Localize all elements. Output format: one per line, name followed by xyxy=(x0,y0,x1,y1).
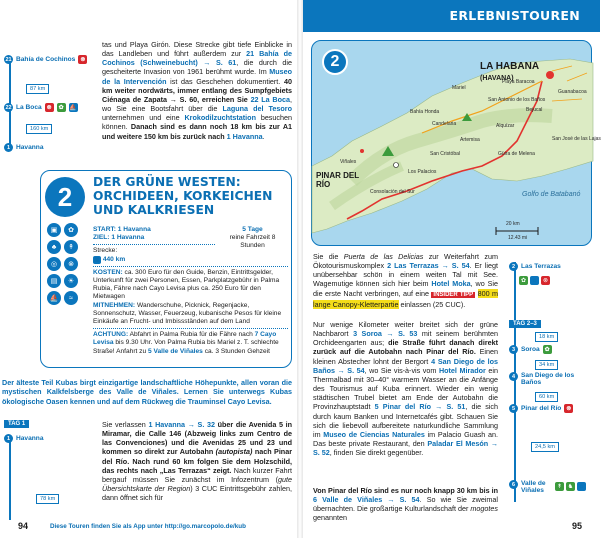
route-stop-havanna: 1 Havanna xyxy=(4,143,44,152)
route-stop-bahia: 21 Bahía de Cochinos ⊗ xyxy=(5,56,86,63)
tour-map[interactable] xyxy=(311,40,601,246)
left-page xyxy=(0,0,297,538)
tour-text-2: Sie verlassen 1 Havanna → S. 32 über die Avenida 5 in Miramar, die Calle 146 (Abzweig links zum Centro de las Convenciones) und die Avenidas 25 und 23 und kommen so direkt zur Autobahn (autopista) nach Pinar del Río. Nach rund 60 km folgen Sie dem Holzschild, das rechts nach „Las Terrazas“ zeigt. Nach kurzer Fahrt bergauf müssen Sie zunächst im Infozentrum (gute Übersichtskarte der Region) 3 CUC Eintrittsgebühr zahlen, dann öffnet sich für xyxy=(102,420,292,503)
horse-icon: ♞ xyxy=(567,484,574,490)
map-place: Güira de Melena xyxy=(498,151,535,157)
nature-icon: ✿ xyxy=(520,278,527,284)
map-place: Alquízar xyxy=(496,123,515,129)
map-place: Guanabacoa xyxy=(558,89,587,95)
tour-category-icons xyxy=(47,223,79,305)
bike-icon: ◎ xyxy=(47,257,61,271)
section-header: ERLEBNISTOUREN xyxy=(303,0,600,32)
map-graphic xyxy=(312,41,593,247)
tour-text-5: Von Pinar del Río sind es nur noch knapp 30 km bis in 6 Valle de Viñales → S. 54. So wie Sie zweimal übernachten. Die großartige Kulturlandschaft der mogotes genannten xyxy=(313,486,498,523)
stop-icons xyxy=(519,276,550,285)
tour-text-1: tas und Playa Girón. Diese Strecke gibt tiefe Einblicke in das Landleben und führt außerdem zur 21 Bahía de Cochinos (Schweinebucht) → S. 61, die durch die gescheiterte Invasion von 1961 berühmt wurde. Im Museo de la Intervención ist das Geschehen dokumentiert. 40 km weiter nordwärts, immer entlang des Sumpfgebiets Ciénaga de Zapata → S. 60, erreichen Sie 22 La Boca, wo Sie eine Bootsfahrt über die Laguna del Tesoro unternehmen und eine Krokodilzuchtstation besuchen können. Danach sind es dann noch 18 km bis zur A1 und weitere 150 km bis zurück nach 1 Havanna. xyxy=(102,40,293,141)
map-label-habana: LA HABANA (HAVANA) xyxy=(480,61,540,82)
hotel-icon: ⌂ xyxy=(530,276,539,285)
car-icon: ▣ xyxy=(94,256,100,263)
page-number: 95 xyxy=(571,521,582,531)
hiking-icon: ↟ xyxy=(64,240,78,254)
map-scale-mi: 12.43 mi xyxy=(508,235,528,241)
restaurant-icon: ⊗ xyxy=(542,278,549,284)
tour-intro: Der älteste Teil Kubas birgt einzigartige landschaftliche Höhepunkte, allen voran die mystischen Kalkfelsberge des Valle de Viñales. Lernen Sie unterwegs Kubas ökologische Oasen kennen und auf dem Rückweg die Trauminsel Cayo Levisa. xyxy=(2,378,292,406)
route-stop-laboca: 22 La Boca ⊗ ✿ ⛵ xyxy=(5,104,77,111)
beach-icon: ≈ xyxy=(64,291,78,305)
map-place: Bahía Honda xyxy=(410,109,440,115)
day-tag: TAG 2–3 xyxy=(509,320,541,328)
tour-text-4: Nur wenige Kilometer weiter breitet sich der grüne Nachbarort 3 Soroa → S. 53 mit seinem berühmten Orchideengarten aus; die Straße führt danach direkt zurück auf die Autobahn nach Pinar del Río. Einen kleinen Abstecher lohnt der Bergort 4 San Diego de los Baños → S. 54, wo Sie vis-à-vis vom Hotel Mirador ein Thermalbad mit 30–40° warmem Wasser an die Anfänge des Tourismus auf Kuba erinnert. Wieder ein wenig städtischen Trubel bietet am Ende der Autobahn die Provinzhauptstadt 5 Pinar del Río → S. 51, die sich durch kaum Banken und Internetcafés gibt. Schauen Sie sich die liebevoll aufbereitete naturkundliche Sammlung im Museo de Ciencias Naturales im Palacio Guash an. Das beste private Restaurant, den Paladar El Mesón → S. 52, finden Sie direkt gegenüber. xyxy=(313,320,499,458)
orchid-icon: ✿ xyxy=(544,347,550,353)
map-place: San José de las Lajas xyxy=(552,136,601,142)
tour-details: START: 1 Havanna ZIEL: 1 Havanna Strecke: ▣ 440 km KOSTEN: ca. 300 Euro für den Guide, Benzin, Eintrittsgelder, Unterkunft für zwei Personen, Essen, Parkplatzgebühr in Palma Rubia, Fähre nach Cayo Levisa plus ca. 250 Euro für den Mietwagen MITNEHMEN: Wanderschuhe, Picknick, Regenjacke, Sonnenschutz, Wasser, Feuerzeug, kubanische Pesos für kleine Einkäufe an Frucht- und Imbissständen auf dem Land ACHTUNG: Abfahrt in Palma Rubia für die Fähre nach 7 Cayo Levisa bis 9.30 Uhr. Von Palma Rubia bis Mariel z. T. schlechte Straße! Anfahrt zu 5 Valle de Viñales ca. 3 Stunden Gehzeit xyxy=(93,226,288,356)
stop-icons xyxy=(555,482,586,491)
right-page xyxy=(303,0,600,538)
map-place: Viñales xyxy=(340,159,357,165)
tour-number: 2 xyxy=(45,177,85,217)
distance-label: 87 km xyxy=(26,84,49,94)
ticket-icon: ▤ xyxy=(47,274,61,288)
map-label-golfo: Golfo de Batabanó xyxy=(522,191,581,198)
map-label-pinar: PINAR DEL RÍO xyxy=(316,171,359,189)
distance-label: 78 km xyxy=(36,494,59,504)
route-stop-pinar: 5 Pinar del Río ⊗ xyxy=(509,404,573,413)
map-place: Candelaria xyxy=(432,121,457,127)
map-place: Consolación del Sur xyxy=(370,189,415,195)
distance-label: 18 km xyxy=(535,332,558,342)
insider-tip-badge: INSIDER TIPP xyxy=(433,291,474,298)
tour-text-3: Sie die Puerta de las Delicias zur Weiterfahrt zum Ökotourismuskomplex 2 Las Terrazas → S. 54. Er liegt unübersehbar schön in einem weiten Tal mit See. Wagemutige können sich hier beim Hotel Moka, wo Sie die erste Nacht verbringen, auf eine INSIDER TIPP 800 m lange Canopy-Kletterpartie einlassen (25 CUC). xyxy=(313,252,498,309)
map-place: Artemisa xyxy=(460,137,480,143)
tour-title: DER GRÜNE WESTEN: ORCHIDEEN, KORKEICHEN UND KALKRIESEN xyxy=(93,175,273,217)
restaurant-icon: ⊗ xyxy=(566,406,572,412)
tree-icon: ♣ xyxy=(47,240,61,254)
route-stop-vinales: 6 Valle de Viñales xyxy=(509,480,559,494)
hiking-icon: ↟ xyxy=(556,484,563,490)
restaurant-icon: ⊗ xyxy=(46,105,52,111)
map-place: Bejucal xyxy=(526,107,543,113)
distance-label: 60 km xyxy=(535,392,558,402)
map-place: Playa Baracoa xyxy=(502,79,535,85)
car-icon: ▣ xyxy=(47,223,61,237)
route-line xyxy=(9,440,11,520)
food-icon: ⊗ xyxy=(64,257,78,271)
map-tour-number: 2 xyxy=(322,49,348,75)
map-place: San Cristóbal xyxy=(430,151,461,157)
hiking-icon: ✿ xyxy=(58,105,64,111)
restaurant-icon: ⊗ xyxy=(80,57,86,63)
boat-icon: ⛵ xyxy=(69,105,77,111)
nature-icon: ✿ xyxy=(64,223,78,237)
route-stop-soroa: 3 Soroa ✿ xyxy=(509,345,552,354)
route-line xyxy=(9,58,11,146)
map-place: San Antonio de los Baños xyxy=(488,97,546,103)
route-stop-havanna: 1 Havanna xyxy=(4,434,44,443)
hotel-icon: ⌂ xyxy=(577,482,586,491)
map-scale-km: 20 km xyxy=(506,221,520,227)
tour-duration: 5 Tage reine Fahrzeit 8 Stunden xyxy=(229,226,276,249)
sun-icon: ☀ xyxy=(64,274,78,288)
page-footer[interactable]: Diese Touren finden Sie als App unter http://go.marcopolo.de/kub xyxy=(50,523,246,530)
map-place: Mariel xyxy=(452,85,466,91)
tour-info-box xyxy=(40,170,292,368)
page-number: 94 xyxy=(18,521,29,531)
distance-label: 34 km xyxy=(535,360,558,370)
route-stop-terrazas: 2 Las Terrazas xyxy=(509,262,561,271)
day-tag: TAG 1 xyxy=(4,420,29,428)
boat-icon: ⛵ xyxy=(47,291,61,305)
distance-label: 24,5 km xyxy=(531,442,559,452)
route-stop-sandiego: 4 San Diego de los Baños xyxy=(509,372,589,386)
map-place: Los Palacios xyxy=(408,169,437,175)
distance-label: 160 km xyxy=(26,124,52,134)
